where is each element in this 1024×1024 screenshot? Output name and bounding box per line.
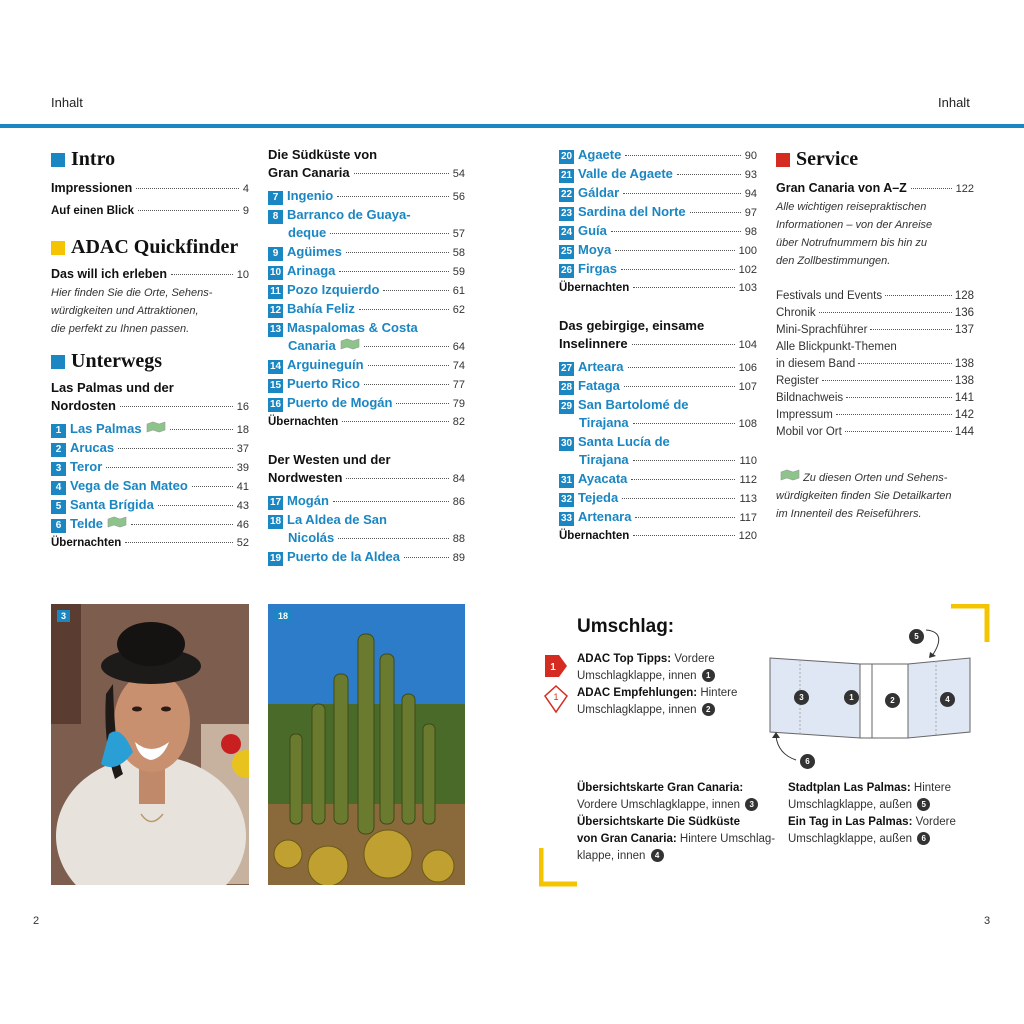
page-number-right: 3 xyxy=(984,915,991,927)
place-entry[interactable] xyxy=(51,496,249,515)
place-number: 33 xyxy=(560,513,573,524)
page-ref: 137 xyxy=(954,324,974,336)
service-entry[interactable] xyxy=(776,339,974,356)
place-name: Tirajana xyxy=(579,415,629,430)
umschlag-maps-right: Stadtplan Las Palmas: Hintere Umschlagklappe, außen 5 Ein Tag in Las Palmas: Vordere Umschlagklappe, außen 6 xyxy=(788,782,956,845)
diagram-number-4: 4 xyxy=(940,692,955,707)
leader-dots xyxy=(333,501,449,502)
place-name: Guía xyxy=(578,223,607,238)
place-number: 22 xyxy=(560,189,573,200)
leader-dots xyxy=(870,329,951,330)
toc-entry[interactable]: Übernachten 103 xyxy=(559,282,757,294)
place-name: Arguineguín xyxy=(287,357,364,372)
page-ref: 59 xyxy=(452,266,465,278)
leader-dots xyxy=(131,524,233,525)
place-number: 1 xyxy=(51,424,66,438)
leader-dots xyxy=(106,467,232,468)
place-number: 15 xyxy=(269,380,282,391)
leader-dots xyxy=(338,538,449,539)
place-name: Barranco de Guaya- xyxy=(287,207,411,222)
place-name: Arinaga xyxy=(287,263,336,278)
place-entry[interactable] xyxy=(268,187,465,206)
unterwegs-square-icon xyxy=(51,355,65,369)
place-name: deque xyxy=(288,225,327,240)
photo-tag: 18 xyxy=(274,610,292,622)
place-number: 8 xyxy=(268,210,283,224)
leader-dots xyxy=(330,233,448,234)
place-number: 14 xyxy=(269,361,282,372)
toc-entry[interactable]: Impressionen 4 xyxy=(51,181,249,195)
place-entry[interactable] xyxy=(51,477,249,496)
leader-dots xyxy=(690,212,741,213)
place-number: 23 xyxy=(560,208,573,219)
place-number: 21 xyxy=(560,170,573,181)
leader-dots xyxy=(364,384,449,385)
place-name: San Bartolomé de xyxy=(578,397,689,412)
place-entry[interactable] xyxy=(559,358,757,377)
woman-illustration xyxy=(51,604,249,885)
page-ref: 117 xyxy=(739,512,757,524)
diagram-number-2: 2 xyxy=(885,693,900,708)
service-list xyxy=(776,288,974,441)
place-entry[interactable] xyxy=(268,356,465,375)
place-name: Gáldar xyxy=(578,185,620,200)
place-number: 2 xyxy=(51,443,66,457)
place-number: 31 xyxy=(560,475,573,486)
place-number: 26 xyxy=(560,265,573,276)
place-entry-cont[interactable] xyxy=(268,529,465,548)
leader-dots xyxy=(611,231,741,232)
page-ref: 86 xyxy=(452,496,465,508)
place-entry[interactable] xyxy=(268,394,465,413)
place-name: Moya xyxy=(578,242,612,257)
leader-dots xyxy=(631,479,735,480)
leader-dots xyxy=(396,403,448,404)
leader-dots xyxy=(622,498,735,499)
place-name: Tirajana xyxy=(579,452,629,467)
region-heading: Das gebirgige, einsame xyxy=(559,318,705,333)
place-entry[interactable] xyxy=(268,243,465,262)
section-unterwegs: Unterwegs xyxy=(51,350,249,373)
place-entry[interactable] xyxy=(268,548,465,567)
page-ref: 43 xyxy=(236,500,249,512)
place-name: Puerto Rico xyxy=(287,376,360,391)
place-number: 29 xyxy=(560,401,573,412)
service-label: Impressum xyxy=(776,409,833,421)
service-label: Festivals und Events xyxy=(776,290,883,302)
place-entry[interactable] xyxy=(51,420,249,439)
leader-dots xyxy=(615,250,734,251)
diagram-number-5: 5 xyxy=(909,629,924,644)
page-ref: 107 xyxy=(738,381,757,393)
page-ref: 62 xyxy=(452,304,465,316)
page-ref: 113 xyxy=(739,493,757,505)
leader-dots xyxy=(819,312,952,313)
place-name: Ingenio xyxy=(287,188,334,203)
place-name: Firgas xyxy=(578,261,618,276)
place-name: Agaete xyxy=(578,147,622,162)
place-entry[interactable] xyxy=(559,377,757,396)
toc-entry[interactable]: Nordosten 16 xyxy=(51,398,249,413)
place-number: 17 xyxy=(269,497,282,508)
page-ref: 98 xyxy=(744,226,757,238)
umschlag-title: Umschlag: xyxy=(577,616,675,637)
place-name: Maspalomas & Costa xyxy=(287,320,418,335)
page-ref: 18 xyxy=(236,424,249,436)
service-entry[interactable] xyxy=(776,322,974,339)
toc-column-1 xyxy=(51,148,249,552)
place-number: 32 xyxy=(560,494,573,505)
place-entry[interactable] xyxy=(268,206,465,224)
place-entry[interactable] xyxy=(268,492,465,511)
place-name: Puerto de Mogán xyxy=(287,395,393,410)
page-ref: 110 xyxy=(739,455,757,467)
leader-dots xyxy=(633,423,735,424)
page-ref: 37 xyxy=(236,443,249,455)
toc-column-4 xyxy=(776,148,974,523)
place-entry[interactable] xyxy=(51,515,249,534)
place-entry[interactable] xyxy=(559,470,757,489)
place-number: 27 xyxy=(560,363,573,374)
place-name: Valle de Agaete xyxy=(578,166,673,181)
place-number: 11 xyxy=(268,285,283,299)
place-name: Santa Lucía de xyxy=(578,434,670,449)
region-heading: Die Südküste von xyxy=(268,147,378,162)
leader-dots xyxy=(364,346,449,347)
place-name: Artenara xyxy=(578,509,632,524)
service-label: Mobil vor Ort xyxy=(776,426,842,438)
page-number-left: 2 xyxy=(33,915,40,927)
map-icon xyxy=(146,421,166,433)
place-number: 30 xyxy=(560,438,573,449)
toc-column-3 xyxy=(559,146,757,545)
leader-dots xyxy=(885,295,952,296)
place-number: 25 xyxy=(560,246,573,257)
place-name: Sardina del Norte xyxy=(578,204,686,219)
place-list xyxy=(559,358,757,527)
place-name: Arucas xyxy=(70,440,115,455)
toc-entry[interactable]: Auf einen Blick 9 xyxy=(51,205,249,217)
header-right: Inhalt xyxy=(938,95,970,110)
place-name: Telde xyxy=(70,516,103,531)
place-entry-cont[interactable] xyxy=(559,451,757,470)
place-number: 6 xyxy=(51,519,66,533)
leader-dots xyxy=(822,380,952,381)
place-number: 20 xyxy=(560,151,573,162)
place-entry[interactable] xyxy=(559,184,757,203)
leader-dots xyxy=(118,448,233,449)
toc-column-2 xyxy=(268,146,465,567)
place-number: 13 xyxy=(269,324,282,335)
place-name: Fataga xyxy=(578,378,620,393)
photo-tag: 3 xyxy=(57,610,70,622)
service-label: Chronik xyxy=(776,307,816,319)
intro-square-icon xyxy=(51,153,65,167)
place-entry[interactable] xyxy=(559,260,757,279)
toc-entry[interactable]: Gran Canaria 54 xyxy=(268,165,465,180)
place-number: 10 xyxy=(269,267,282,278)
map-icon xyxy=(780,469,800,481)
map-note: Zu diesen Orten und Sehens- würdigkeiten finden Sie Detailkarten im Innenteil des Reiseführers. xyxy=(776,469,974,523)
place-entry[interactable] xyxy=(559,396,757,414)
leader-dots xyxy=(623,193,741,194)
place-number: 12 xyxy=(269,305,282,316)
page-ref: 112 xyxy=(739,474,757,486)
place-entry[interactable] xyxy=(268,319,465,337)
place-list xyxy=(268,492,465,567)
region-heading: Las Palmas und der xyxy=(51,380,174,395)
place-name: Canaria xyxy=(288,338,336,353)
place-number: 24 xyxy=(560,227,573,238)
page-ref: 106 xyxy=(738,362,757,374)
page-ref: 141 xyxy=(954,392,974,404)
page-ref: 88 xyxy=(452,533,465,545)
place-entry-cont[interactable] xyxy=(268,224,465,243)
place-number: 4 xyxy=(51,481,66,495)
place-entry[interactable] xyxy=(559,203,757,222)
service-entry[interactable] xyxy=(776,373,974,390)
service-entry[interactable] xyxy=(776,424,974,441)
service-entry[interactable] xyxy=(776,356,974,373)
leader-dots xyxy=(624,386,735,387)
place-number: 5 xyxy=(51,500,66,514)
photo-woman xyxy=(51,604,249,885)
place-list xyxy=(268,187,465,413)
leader-dots xyxy=(383,290,448,291)
umschlag-maps-left: Übersichtskarte Gran Canaria: Vordere Umschlagklappe, innen 3 Übersichtskarte Die Südküste von Gran Canaria: Hintere Umschlag- klappe, innen 4 xyxy=(577,782,776,862)
page-ref: 102 xyxy=(738,264,757,276)
page-ref: 39 xyxy=(236,462,249,474)
service-entry[interactable] xyxy=(776,288,974,305)
place-entry[interactable] xyxy=(559,222,757,241)
leader-dots xyxy=(337,196,449,197)
place-name: Santa Brígida xyxy=(70,497,154,512)
page-ref: 128 xyxy=(954,290,974,302)
place-entry[interactable] xyxy=(559,489,757,508)
leader-dots xyxy=(192,486,233,487)
leader-dots xyxy=(170,429,233,430)
place-number: 19 xyxy=(269,553,282,564)
place-entry[interactable] xyxy=(559,165,757,184)
service-entry[interactable] xyxy=(776,390,974,407)
page-ref: 138 xyxy=(954,358,974,370)
leader-dots xyxy=(158,505,233,506)
leader-dots xyxy=(677,174,741,175)
page-ref: 77 xyxy=(452,379,465,391)
page-ref: 41 xyxy=(236,481,249,493)
svg-text:1: 1 xyxy=(553,692,559,702)
service-label: Mini-Sprachführer xyxy=(776,324,868,336)
empfehlung-icon xyxy=(543,684,569,714)
page-ref: 57 xyxy=(452,228,465,240)
place-entry[interactable] xyxy=(559,508,757,527)
toc-entry[interactable]: Inselinnere 104 xyxy=(559,336,757,351)
toc-entry[interactable]: Gran Canaria von A–Z 122 xyxy=(776,181,974,195)
place-entry-cont[interactable] xyxy=(559,414,757,433)
toc-entry[interactable]: Übernachten 52 xyxy=(51,537,249,549)
leader-dots xyxy=(633,460,736,461)
diagram-number-3: 3 xyxy=(794,690,809,705)
place-entry[interactable] xyxy=(559,241,757,260)
page-ref: 61 xyxy=(452,285,465,297)
place-entry[interactable] xyxy=(268,262,465,281)
page-ref: 79 xyxy=(452,398,465,410)
place-entry[interactable] xyxy=(559,433,757,451)
page-ref: 89 xyxy=(452,552,465,564)
service-label: Register xyxy=(776,375,819,387)
place-name: Tejeda xyxy=(578,490,619,505)
service-entry[interactable] xyxy=(776,305,974,322)
leader-dots xyxy=(635,517,735,518)
leader-dots xyxy=(625,155,740,156)
place-name: Vega de San Mateo xyxy=(70,478,188,493)
place-number: 3 xyxy=(51,462,66,476)
place-name: Agüimes xyxy=(287,244,342,259)
section-intro: Intro xyxy=(51,148,249,171)
place-entry[interactable] xyxy=(51,458,249,477)
toc-entry[interactable]: Übernachten 120 xyxy=(559,530,757,542)
leader-dots xyxy=(845,431,952,432)
place-name: Teror xyxy=(70,459,103,474)
place-name: Pozo Izquierdo xyxy=(287,282,380,297)
leader-dots xyxy=(346,252,449,253)
place-name: Nicolás xyxy=(288,530,335,545)
page-ref: 97 xyxy=(744,207,757,219)
place-entry[interactable] xyxy=(51,439,249,458)
page-ref: 90 xyxy=(744,150,757,162)
place-name: Las Palmas xyxy=(70,421,142,436)
place-entry-cont[interactable] xyxy=(268,337,465,356)
page-ref: 144 xyxy=(954,426,974,438)
page-ref: 142 xyxy=(954,409,974,421)
leader-dots xyxy=(836,414,952,415)
place-name: La Aldea de San xyxy=(287,512,387,527)
page-ref: 58 xyxy=(452,247,465,259)
quickfinder-description: Hier finden Sie die Orte, Sehens- würdigkeiten und Attraktionen, die perfekt zu Ihnen passen. xyxy=(51,287,213,335)
place-number: 28 xyxy=(560,382,573,393)
diagram-number-6: 6 xyxy=(800,754,815,769)
page-ref: 108 xyxy=(738,418,757,430)
place-number: 18 xyxy=(269,516,282,527)
leader-dots xyxy=(368,365,449,366)
quickfinder-square-icon xyxy=(51,241,65,255)
place-name: Arteara xyxy=(578,359,624,374)
page-ref: 74 xyxy=(452,360,465,372)
page-ref: 46 xyxy=(236,519,249,531)
header-left: Inhalt xyxy=(51,95,83,110)
leader-dots xyxy=(339,271,448,272)
toc-entry[interactable]: Das will ich erleben 10 xyxy=(51,267,249,281)
top-tipp-icon xyxy=(543,653,569,679)
leader-dots xyxy=(404,557,449,558)
place-number: 7 xyxy=(268,191,283,205)
place-entry[interactable] xyxy=(268,281,465,300)
header-rule xyxy=(0,124,1024,128)
page-ref: 56 xyxy=(452,191,465,203)
place-number: 16 xyxy=(269,399,282,410)
place-name: Mogán xyxy=(287,493,329,508)
place-name: Puerto de la Aldea xyxy=(287,549,400,564)
service-description: Alle wichtigen reisepraktischen Informationen – von der Anreise über Notrufnummern bis hin zu den Zollbestimmungen. xyxy=(776,201,933,267)
page-ref: 138 xyxy=(954,375,974,387)
place-list xyxy=(559,146,757,279)
service-label: Bildnachweis xyxy=(776,392,844,404)
photo-cactus xyxy=(268,604,465,885)
map-icon xyxy=(340,338,360,350)
page-ref: 64 xyxy=(452,341,465,353)
corner-bracket-bottom-left xyxy=(539,848,579,888)
diagram-number-1: 1 xyxy=(844,690,859,705)
umschlag-legend: ADAC Top Tipps: Vordere Umschlagklappe, innen 1 ADAC Empfehlungen: Hintere Umschlagklappe, innen 2 xyxy=(577,653,738,716)
page-ref: 94 xyxy=(744,188,757,200)
leader-dots xyxy=(846,397,952,398)
service-square-icon xyxy=(776,153,790,167)
place-entry[interactable] xyxy=(268,511,465,529)
svg-text:1: 1 xyxy=(550,662,556,673)
toc-entry[interactable]: Nordwesten 84 xyxy=(268,470,465,485)
leader-dots xyxy=(621,269,735,270)
leader-dots xyxy=(628,367,735,368)
place-entry[interactable] xyxy=(268,375,465,394)
service-entry[interactable] xyxy=(776,407,974,424)
toc-entry[interactable]: Übernachten 82 xyxy=(268,416,465,428)
page-ref: 136 xyxy=(954,307,974,319)
service-label: Alle Blickpunkt-Themen xyxy=(776,341,897,353)
place-entry[interactable] xyxy=(268,300,465,319)
place-name: Bahía Feliz xyxy=(287,301,355,316)
leader-dots xyxy=(359,309,449,310)
service-label: in diesem Band xyxy=(776,358,856,370)
page-ref: 100 xyxy=(738,245,757,257)
place-name: Ayacata xyxy=(578,471,628,486)
cactus-illustration xyxy=(268,604,465,885)
place-entry[interactable] xyxy=(559,146,757,165)
page-ref: 93 xyxy=(744,169,757,181)
map-icon xyxy=(107,516,127,528)
section-service: Service xyxy=(776,148,974,171)
section-quickfinder: ADAC Quickfinder xyxy=(51,236,249,259)
leader-dots xyxy=(858,363,952,364)
region-heading: Der Westen und der xyxy=(268,452,391,467)
place-list xyxy=(51,420,249,534)
place-number: 9 xyxy=(268,247,283,261)
